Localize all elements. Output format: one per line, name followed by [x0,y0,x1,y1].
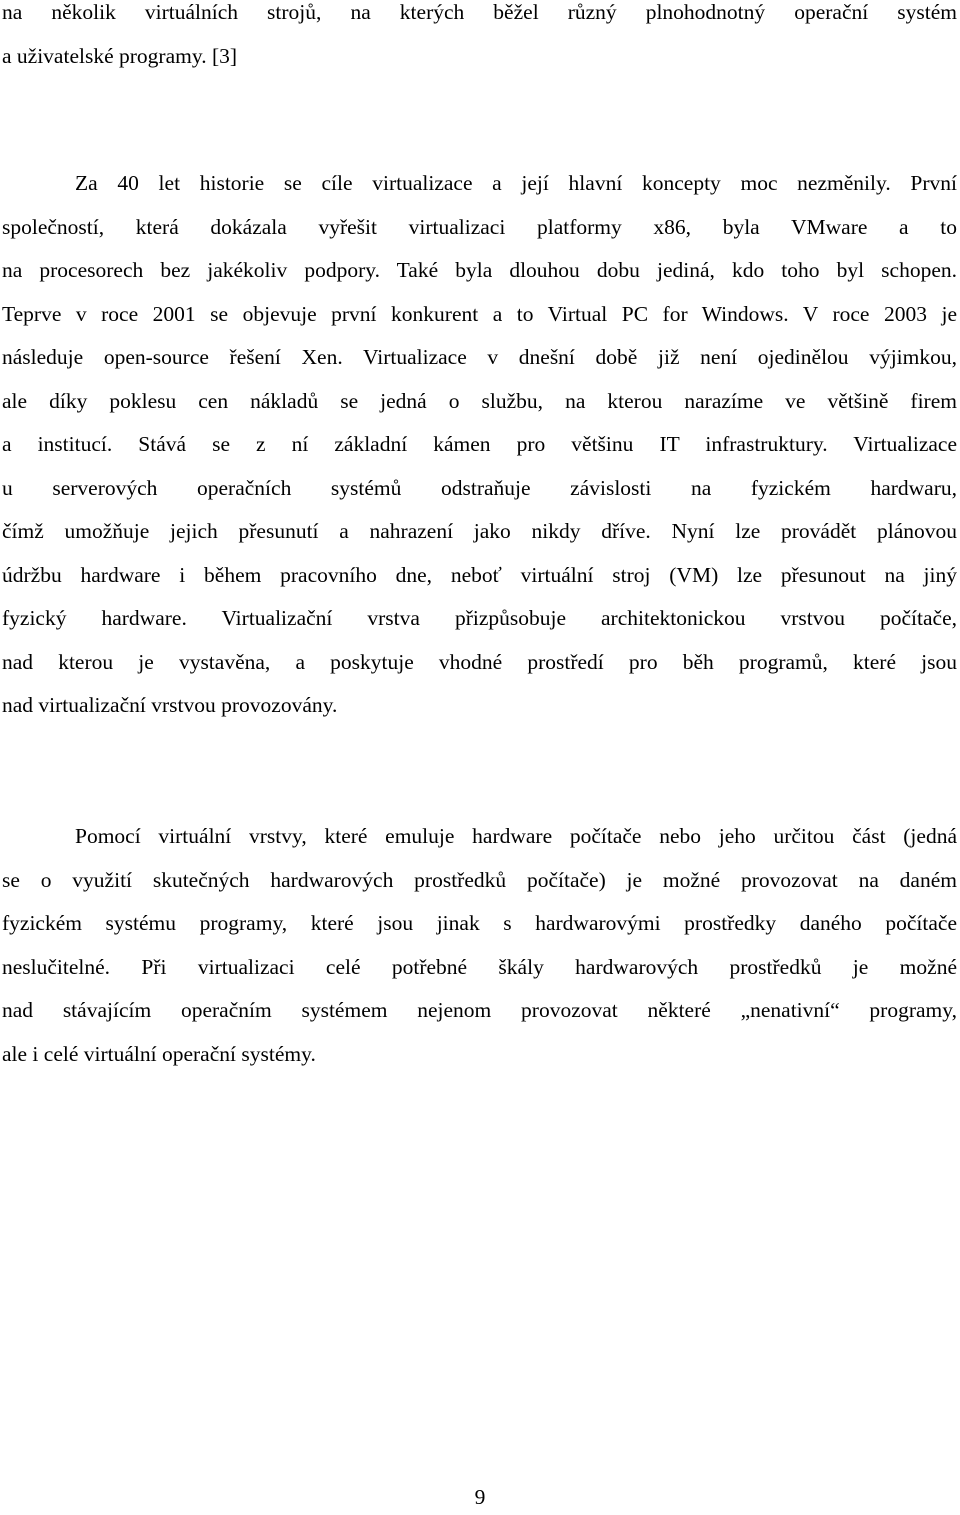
paragraph-line: a institucí. Stává se z ní základní kámen pro většinu IT infrastruktury. Virtualizace [2,432,957,456]
paragraph-virtualization-history [2,162,957,728]
paragraph-line: následuje open-source řešení Xen. Virtualizace v dnešní době již není ojedinělou výjimkou, [2,345,957,369]
paragraph-line: na několik virtuálních strojů, na kterých běžel různý plnohodnotný operační systém [2,0,957,24]
paragraph-line: společností, která dokázala vyřešit virtualizaci platformy x86, byla VMware a to [2,214,957,239]
paragraph-line: nad kterou je vystavěna, a poskytuje vhodné prostředí pro běh programů, které jsou [2,649,957,674]
paragraph-line: na procesorech bez jakékoliv podpory. Také byla dlouhou dobu jediná, kdo toho byl schopen. [2,258,957,282]
paragraph-line: čímž umožňuje jejich přesunutí a nahrazení jako nikdy dříve. Nyní lze provádět plánovou [2,519,957,543]
paragraph-line: Za 40 let historie se cíle virtualizace a její hlavní koncepty moc nezměnily. První [75,171,957,195]
paragraph-line: ale díky poklesu cen nákladů se jedná o službu, na kterou narazíme ve většině firem [2,388,957,413]
paragraph-line: a uživatelské programy. [3] [2,43,238,68]
paragraph-line: u serverových operačních systémů odstraňuje závislosti na fyzickém hardwaru, [2,475,957,500]
paragraph-line: Pomocí virtuální vrstvy, které emuluje hardware počítače nebo jeho určitou část (jedná [75,824,957,848]
paragraph-line: neslučitelné. Při virtualizaci celé potřebné škály hardwarových prostředků je možné [2,954,957,979]
paragraph-continuation [2,0,957,78]
paragraph-line: nad stávajícím operačním systémem nejenom provozovat některé „nenativní“ programy, [2,998,957,1022]
paragraph-line: údržbu hardware i během pracovního dne, neboť virtuální stroj (VM) lze přesunout na jiný [2,562,957,587]
paragraph-line: Teprve v roce 2001 se objevuje první konkurent a to Virtual PC for Windows. V roce 2003 je [2,301,957,326]
paragraph-line: fyzický hardware. Virtualizační vrstva přizpůsobuje architektonickou vrstvou počítače, [2,606,957,630]
page-number: 9 [474,1485,486,1509]
paragraph-line: ale i celé virtuální operační systémy. [2,1041,316,1066]
paragraph-virtual-layer [2,815,957,1076]
paragraph-line: fyzickém systému programy, které jsou jinak s hardwarovými prostředky daného počítače [2,911,957,935]
paragraph-line: se o využití skutečných hardwarových prostředků počítače) je možné provozovat na daném [2,867,957,892]
paragraph-line: nad virtualizační vrstvou provozovány. [2,693,338,717]
